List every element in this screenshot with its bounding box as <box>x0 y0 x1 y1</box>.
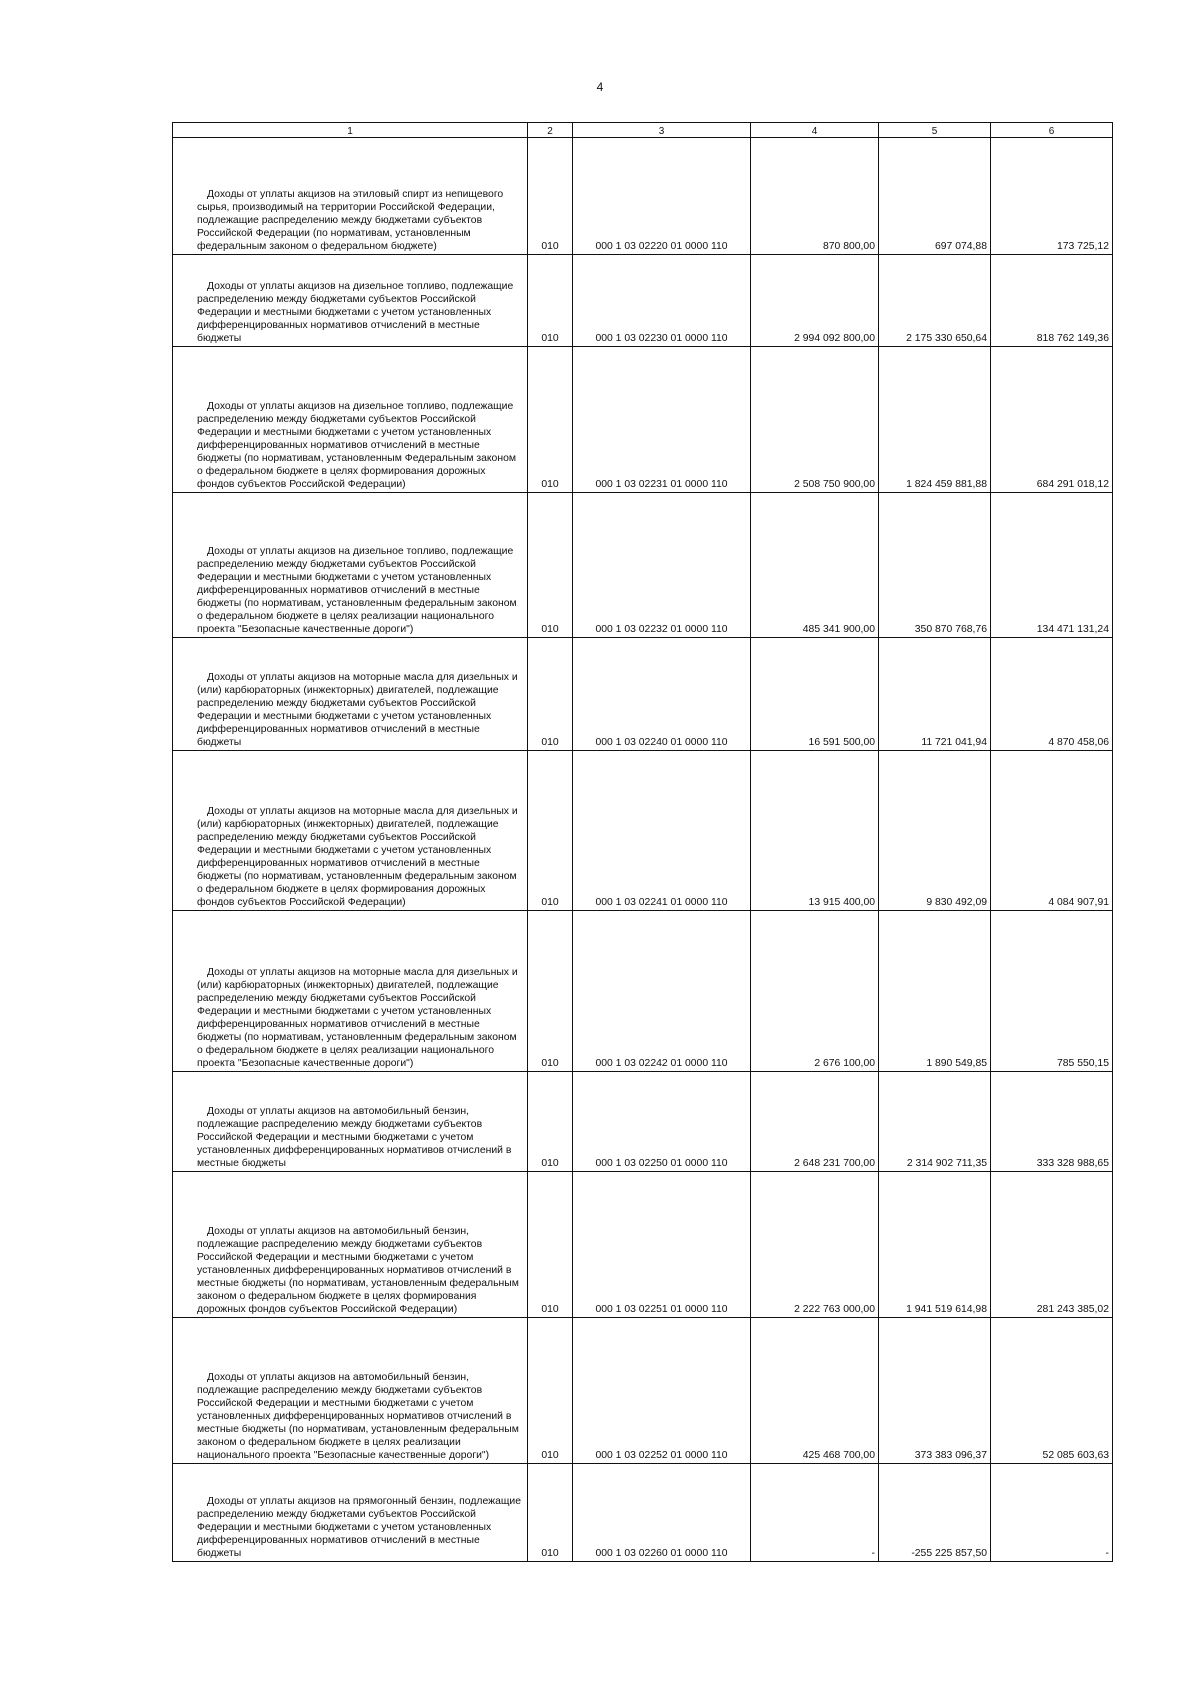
row-col5-value: 1 824 459 881,88 <box>879 347 991 493</box>
row-description: Доходы от уплаты акцизов на моторные масла для дизельных и (или) карбюраторных (инжекторных) двигателей, подлежащие распределению между бюджетами субъектов Российской Федерации и местными бюджетами с учетом установленных дифференцированных нормативов отчислений в местные бюджеты (по нормативам, установленным федеральным законом о федеральном бюджете в целях реализации национального проекта "Безопасные качественные дороги") <box>173 911 528 1072</box>
row-col5-value: 2 314 902 711,35 <box>879 1072 991 1172</box>
table-row <box>173 638 1113 751</box>
header-row <box>173 123 1113 138</box>
row-description: Доходы от уплаты акцизов на прямогонный бензин, подлежащие распределению между бюджетами субъектов Российской Федерации и местными бюджетами с учетом установленных дифференцированных нормативов отчислений в местные бюджеты <box>173 1464 528 1562</box>
page-number: 4 <box>596 80 604 94</box>
row-line-code: 010 <box>528 255 573 347</box>
table-row <box>173 138 1113 255</box>
row-budget-code: 000 1 03 02232 01 0000 110 <box>573 493 751 638</box>
row-budget-code: 000 1 03 02251 01 0000 110 <box>573 1172 751 1318</box>
row-description: Доходы от уплаты акцизов на дизельное топливо, подлежащие распределению между бюджетами субъектов Российской Федерации и местными бюджетами с учетом установленных дифференцированных нормативов отчислений в местные бюджеты <box>173 255 528 347</box>
table-row <box>173 1172 1113 1318</box>
table-row <box>173 1464 1113 1562</box>
row-col4-value: 2 676 100,00 <box>751 911 879 1072</box>
row-col6-value: 785 550,15 <box>991 911 1113 1072</box>
row-description: Доходы от уплаты акцизов на моторные масла для дизельных и (или) карбюраторных (инжекторных) двигателей, подлежащие распределению между бюджетами субъектов Российской Федерации и местными бюджетами с учетом установленных дифференцированных нормативов отчислений в местные бюджеты <box>173 638 528 751</box>
row-budget-code: 000 1 03 02231 01 0000 110 <box>573 347 751 493</box>
row-col6-value: 281 243 385,02 <box>991 1172 1113 1318</box>
table-body <box>173 138 1113 1562</box>
header-col-5: 5 <box>879 123 991 138</box>
table-row <box>173 347 1113 493</box>
row-col6-value: 173 725,12 <box>991 138 1113 255</box>
row-line-code: 010 <box>528 1072 573 1172</box>
row-budget-code: 000 1 03 02230 01 0000 110 <box>573 255 751 347</box>
row-col5-value: 350 870 768,76 <box>879 493 991 638</box>
header-col-1: 1 <box>173 123 528 138</box>
row-col5-value: 697 074,88 <box>879 138 991 255</box>
row-col6-value: 52 085 603,63 <box>991 1318 1113 1464</box>
row-description: Доходы от уплаты акцизов на автомобильный бензин, подлежащие распределению между бюджетами субъектов Российской Федерации и местными бюджетами с учетом установленных дифференцированных нормативов отчислений в местные бюджеты (по нормативам, установленным федеральным законом о федеральном бюджете в целях формирования дорожных фондов субъектов Российской Федерации) <box>173 1172 528 1318</box>
row-col6-value: 818 762 149,36 <box>991 255 1113 347</box>
row-line-code: 010 <box>528 1172 573 1318</box>
row-line-code: 010 <box>528 638 573 751</box>
row-description: Доходы от уплаты акцизов на этиловый спирт из непищевого сырья, производимый на территории Российской Федерации, подлежащие распределению между бюджетами субъектов Российской Федерации (по нормативам, установленным федеральным законом о федеральном бюджете) <box>173 138 528 255</box>
row-col6-value: 4 870 458,06 <box>991 638 1113 751</box>
row-budget-code: 000 1 03 02242 01 0000 110 <box>573 911 751 1072</box>
row-col5-value: 1 890 549,85 <box>879 911 991 1072</box>
row-col6-value: - <box>991 1464 1113 1562</box>
table-row <box>173 1318 1113 1464</box>
row-description: Доходы от уплаты акцизов на моторные масла для дизельных и (или) карбюраторных (инжекторных) двигателей, подлежащие распределению между бюджетами субъектов Российской Федерации и местными бюджетами с учетом установленных дифференцированных нормативов отчислений в местные бюджеты (по нормативам, установленным федеральным законом о федеральном бюджете в целях формирования дорожных фондов субъектов Российской Федерации) <box>173 751 528 911</box>
row-col4-value: 16 591 500,00 <box>751 638 879 751</box>
row-line-code: 010 <box>528 911 573 1072</box>
row-col4-value: 485 341 900,00 <box>751 493 879 638</box>
header-col-2: 2 <box>528 123 573 138</box>
row-col4-value: 13 915 400,00 <box>751 751 879 911</box>
row-col5-value: 9 830 492,09 <box>879 751 991 911</box>
row-col5-value: 1 941 519 614,98 <box>879 1172 991 1318</box>
row-budget-code: 000 1 03 02220 01 0000 110 <box>573 138 751 255</box>
row-budget-code: 000 1 03 02241 01 0000 110 <box>573 751 751 911</box>
row-col6-value: 134 471 131,24 <box>991 493 1113 638</box>
row-col6-value: 4 084 907,91 <box>991 751 1113 911</box>
row-col5-value: 11 721 041,94 <box>879 638 991 751</box>
row-line-code: 010 <box>528 1318 573 1464</box>
table-row <box>173 751 1113 911</box>
row-line-code: 010 <box>528 1464 573 1562</box>
table-row <box>173 493 1113 638</box>
row-col4-value: 2 508 750 900,00 <box>751 347 879 493</box>
table-header <box>173 123 1113 138</box>
row-description: Доходы от уплаты акцизов на автомобильный бензин, подлежащие распределению между бюджетами субъектов Российской Федерации и местными бюджетами с учетом установленных дифференцированных нормативов отчислений в местные бюджеты <box>173 1072 528 1172</box>
row-budget-code: 000 1 03 02240 01 0000 110 <box>573 638 751 751</box>
row-line-code: 010 <box>528 751 573 911</box>
row-col4-value: 2 648 231 700,00 <box>751 1072 879 1172</box>
revenue-table <box>172 122 1113 1562</box>
header-col-4: 4 <box>751 123 879 138</box>
row-col6-value: 333 328 988,65 <box>991 1072 1113 1172</box>
row-description: Доходы от уплаты акцизов на дизельное топливо, подлежащие распределению между бюджетами субъектов Российской Федерации и местными бюджетами с учетом установленных дифференцированных нормативов отчислений в местные бюджеты (по нормативам, установленным федеральным законом о федеральном бюджете в целях реализации национального проекта "Безопасные качественные дороги") <box>173 493 528 638</box>
row-col6-value: 684 291 018,12 <box>991 347 1113 493</box>
row-description: Доходы от уплаты акцизов на автомобильный бензин, подлежащие распределению между бюджетами субъектов Российской Федерации и местными бюджетами с учетом установленных дифференцированных нормативов отчислений в местные бюджеты (по нормативам, установленным федеральным законом о федеральном бюджете в целях реализации национального проекта "Безопасные качественные дороги") <box>173 1318 528 1464</box>
table-row <box>173 911 1113 1072</box>
row-col5-value: 2 175 330 650,64 <box>879 255 991 347</box>
table-row <box>173 1072 1113 1172</box>
row-col5-value: -255 225 857,50 <box>879 1464 991 1562</box>
row-col4-value: 2 994 092 800,00 <box>751 255 879 347</box>
row-budget-code: 000 1 03 02252 01 0000 110 <box>573 1318 751 1464</box>
table-row <box>173 255 1113 347</box>
row-line-code: 010 <box>528 493 573 638</box>
row-description: Доходы от уплаты акцизов на дизельное топливо, подлежащие распределению между бюджетами субъектов Российской Федерации и местными бюджетами с учетом установленных дифференцированных нормативов отчислений в местные бюджеты (по нормативам, установленным Федеральным законом о федеральном бюджете в целях формирования дорожных фондов субъектов Российской Федерации) <box>173 347 528 493</box>
row-col4-value: 2 222 763 000,00 <box>751 1172 879 1318</box>
row-line-code: 010 <box>528 347 573 493</box>
row-col5-value: 373 383 096,37 <box>879 1318 991 1464</box>
row-line-code: 010 <box>528 138 573 255</box>
row-col4-value: - <box>751 1464 879 1562</box>
header-col-6: 6 <box>991 123 1113 138</box>
row-col4-value: 425 468 700,00 <box>751 1318 879 1464</box>
header-col-3: 3 <box>573 123 751 138</box>
row-col4-value: 870 800,00 <box>751 138 879 255</box>
row-budget-code: 000 1 03 02260 01 0000 110 <box>573 1464 751 1562</box>
row-budget-code: 000 1 03 02250 01 0000 110 <box>573 1072 751 1172</box>
